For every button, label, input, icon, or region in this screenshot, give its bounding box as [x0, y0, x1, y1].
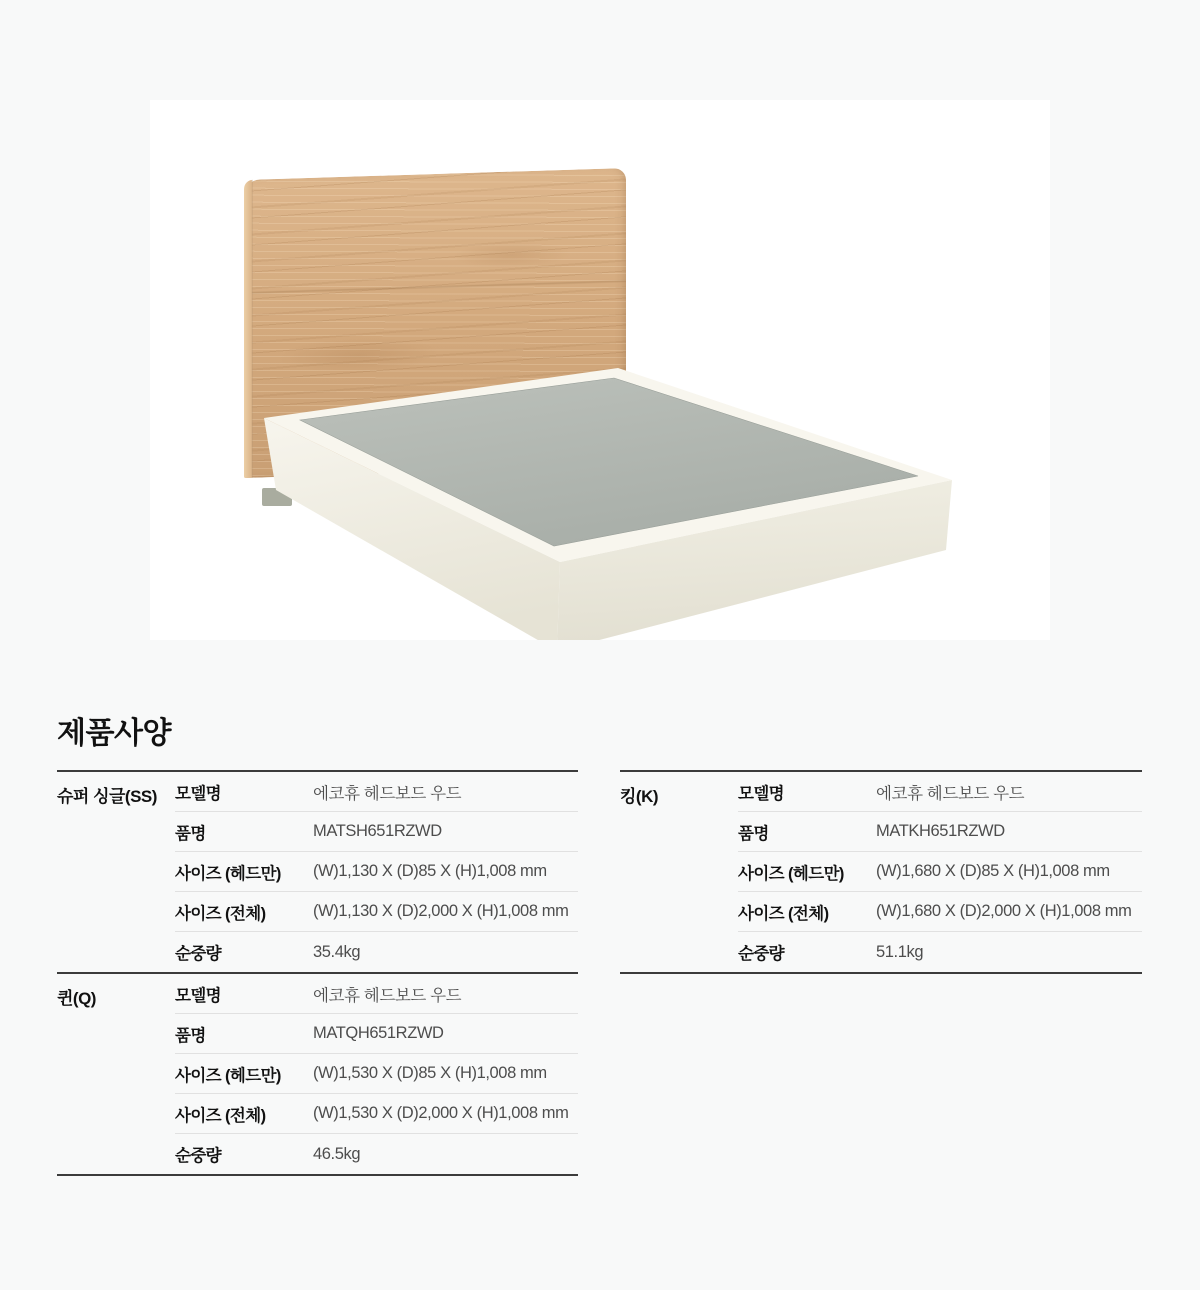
spec-label: 사이즈 (헤드만) — [738, 864, 844, 883]
spec-value: MATSH651RZWD — [313, 822, 442, 840]
spec-label: 순중량 — [738, 945, 785, 963]
spec-value: (W)1,130 X (D)85 X (H)1,008 mm — [313, 862, 547, 880]
spec-row — [175, 1134, 578, 1174]
spec-rows — [175, 974, 578, 1174]
spec-label: 품명 — [175, 1026, 206, 1045]
spec-row — [175, 892, 578, 932]
spec-rows — [738, 772, 1142, 972]
spec-label: 품명 — [738, 824, 769, 843]
size-group-label: 퀸(Q) — [57, 989, 96, 1008]
page-title: 제품사양 — [57, 717, 171, 750]
spec-label: 모델명 — [175, 784, 222, 803]
spec-label: 모델명 — [175, 986, 222, 1005]
spec-row — [175, 772, 578, 812]
spec-value: 51.1kg — [876, 942, 924, 961]
spec-row — [738, 892, 1142, 932]
spec-rows — [175, 772, 578, 972]
spec-label: 모델명 — [738, 784, 785, 803]
spec-value: 에코휴 헤드보드 우드 — [313, 986, 462, 1005]
spec-label: 순중량 — [175, 945, 222, 963]
spec-label: 사이즈 (전체) — [175, 904, 266, 923]
spec-section-super-single — [57, 770, 578, 972]
spec-row — [175, 1014, 578, 1054]
spec-column-left — [57, 770, 578, 1176]
spec-label: 사이즈 (전체) — [738, 904, 829, 923]
spec-row — [175, 852, 578, 892]
spec-value: 에코휴 헤드보드 우드 — [313, 784, 462, 803]
spec-value: (W)1,530 X (D)2,000 X (H)1,008 mm — [313, 1104, 569, 1122]
spec-value: MATQH651RZWD — [313, 1024, 444, 1042]
spec-row — [175, 932, 578, 972]
spec-section-king — [620, 770, 1142, 974]
product-photo — [150, 100, 1050, 640]
spec-row — [175, 812, 578, 852]
spec-label: 사이즈 (헤드만) — [175, 1066, 281, 1085]
spec-value: (W)1,530 X (D)85 X (H)1,008 mm — [313, 1064, 547, 1082]
size-group-label: 킹(K) — [620, 787, 659, 806]
spec-section-queen — [57, 972, 578, 1176]
spec-label: 사이즈 (헤드만) — [175, 864, 281, 883]
spec-value: 에코휴 헤드보드 우드 — [876, 784, 1025, 803]
spec-column-right — [620, 770, 1142, 974]
spec-label: 순중량 — [175, 1147, 222, 1165]
spec-row — [175, 974, 578, 1014]
spec-value: 35.4kg — [313, 942, 361, 961]
bed-base-boxspring — [150, 100, 1050, 640]
spec-row — [175, 1094, 578, 1134]
spec-label: 사이즈 (전체) — [175, 1106, 266, 1125]
spec-label: 품명 — [175, 824, 206, 843]
spec-value: (W)1,130 X (D)2,000 X (H)1,008 mm — [313, 902, 569, 920]
spec-value: (W)1,680 X (D)85 X (H)1,008 mm — [876, 862, 1110, 880]
spec-row — [738, 932, 1142, 972]
spec-row — [738, 772, 1142, 812]
spec-value: 46.5kg — [313, 1144, 361, 1163]
spec-row — [175, 1054, 578, 1094]
spec-row — [738, 852, 1142, 892]
size-group-label: 슈퍼 싱글(SS) — [57, 787, 157, 806]
spec-value: MATKH651RZWD — [876, 822, 1005, 840]
spec-row — [738, 812, 1142, 852]
spec-value: (W)1,680 X (D)2,000 X (H)1,008 mm — [876, 902, 1132, 920]
